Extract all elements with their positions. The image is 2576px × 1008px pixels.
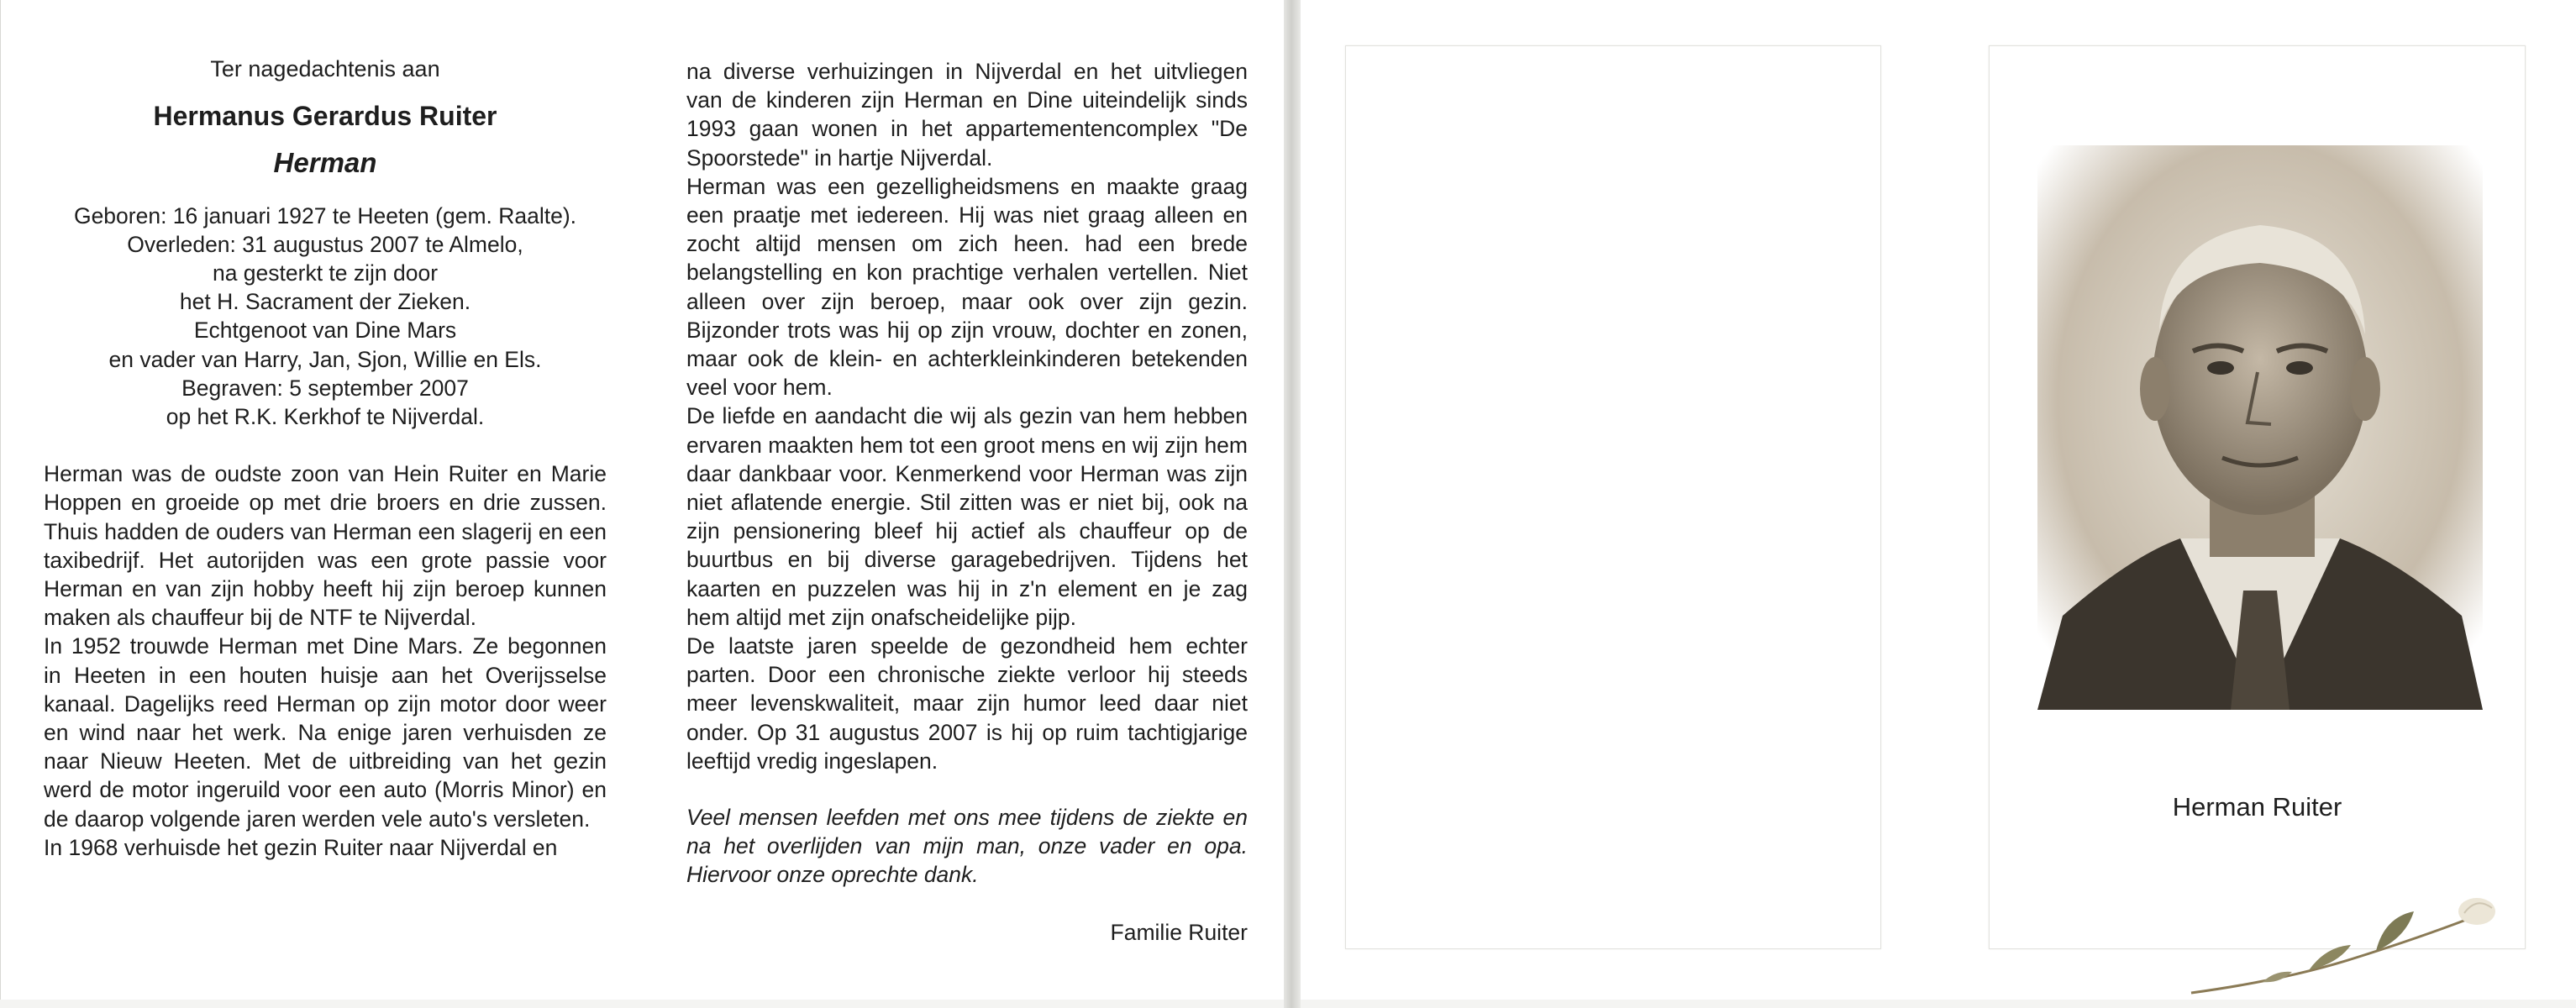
biography-paragraph: De liefde en aandacht die wij als gezin van hem hebben ervaren maakten hem tot een groot mens en wij zijn hem daar dankbaar voor. Kenmerkend voor Herman was zijn niet aflatende energie. Stil zitten was er niet bij, ook na zijn pensionering bleef hij actief als chauffeur op de buurtbus en bij diverse garagebedrijven. Tijdens het kaarten en puzzelen was hij in z'n element en je zag hem altijd met zijn onafscheidelijke pijp. (686, 403, 1248, 630)
biography-paragraph: In 1952 trouwde Herman met Dine Mars. Ze begonnen in Heeten in een houten huisje aan het Overijsselse kanaal. Dagelijks reed Herman op zijn motor door weer en wind naar het werk. Na enige jaren verhuisden ze naar Nieuw Heeten. Met de uitbreiding van het gezin werd de motor ingeruild voor een auto (Morris Minor) en de daarop volgende jaren werden vele auto's versleten. (44, 633, 607, 832)
intro-line: Ter nagedachtenis aan (210, 56, 440, 81)
biography-paragraph: Herman was een gezelligheidsmens en maakte graag een praatje met iedereen. Hij was niet graag alleen en zocht altijd mensen om zich heen. had een brede belangstelling en kon prachtige verhalen vertellen. Niet alleen over zijn beroep, maar ook over zijn gezin. Bijzonder trots was hij op zijn vrouw, dochter en zonen, maar ook de klein- en achterkleinkinderen betekenden veel voor hem. (686, 173, 1248, 401)
fact-line: Geboren: 16 januari 1927 te Heeten (gem. Raalte). (73, 202, 577, 228)
fact-line: Echtgenoot van Dine Mars (193, 318, 457, 344)
fact-line: na gesterkt te zijn door (212, 260, 439, 286)
right-text-column (686, 57, 1248, 947)
biography-paragraph: na diverse verhuizingen in Nijverdal en het uitvliegen van de kinderen zijn Herman en Dine uiteindelijk sinds 1993 gaan wonen in het appartementencomplex "De Spoorstede" in hartje Nijverdal. (686, 59, 1248, 171)
rose-stem-icon (2183, 879, 2502, 1005)
life-facts (44, 202, 607, 432)
thanks-note: Veel mensen leefden met ons mee tijdens de ziekte en na het overlijden van mijn man, onze vader en opa. Hiervoor onze oprechte dank. (686, 805, 1248, 888)
biography-paragraph: De laatste jaren speelde de gezondheid hem echter parten. Door een chronische ziekte verloor hij steeds meer levenskwaliteit, maar zijn humor leed daar niet onder. Op 31 augustus 2007 is hij op ruim tachtigjarige leeftijd vredig ingeslapen. (686, 633, 1248, 774)
nickname: Herman (273, 147, 377, 179)
biography-paragraph: In 1968 verhuisde het gezin Ruiter naar Nijverdal en (44, 834, 558, 860)
fact-line: en vader van Harry, Jan, Sjon, Willie en Els. (108, 346, 542, 372)
family-signature: Familie Ruiter (1110, 919, 1248, 945)
fact-line: Overleden: 31 augustus 2007 te Almelo, (127, 231, 523, 257)
full-name: Hermanus Gerardus Ruiter (153, 101, 497, 132)
left-text-column (44, 55, 607, 862)
photo-panel (1989, 45, 2526, 949)
fact-line: het H. Sacrament der Zieken. (179, 289, 471, 315)
fact-line: op het R.K. Kerkhof te Nijverdal. (166, 404, 485, 430)
portrait-photo (2037, 145, 2483, 710)
fact-line: Begraven: 5 september 2007 (181, 375, 469, 401)
memorial-text-spread (0, 0, 1284, 1000)
biography-paragraph: Herman was de oudste zoon van Hein Ruiter en Marie Hoppen en groeide op met drie broers en drie zussen. Thuis hadden de ouders van Herman een slagerij en een taxibedrijf. Het autorijden was een grote passie voor Herman en van zijn hobby heeft hij zijn beroep kunnen maken als chauffeur bij de NTF te Nijverdal. (44, 461, 607, 631)
photo-caption: Herman Ruiter (2172, 792, 2342, 822)
blank-panel (1345, 45, 1881, 949)
card-fold (1284, 0, 1301, 1008)
